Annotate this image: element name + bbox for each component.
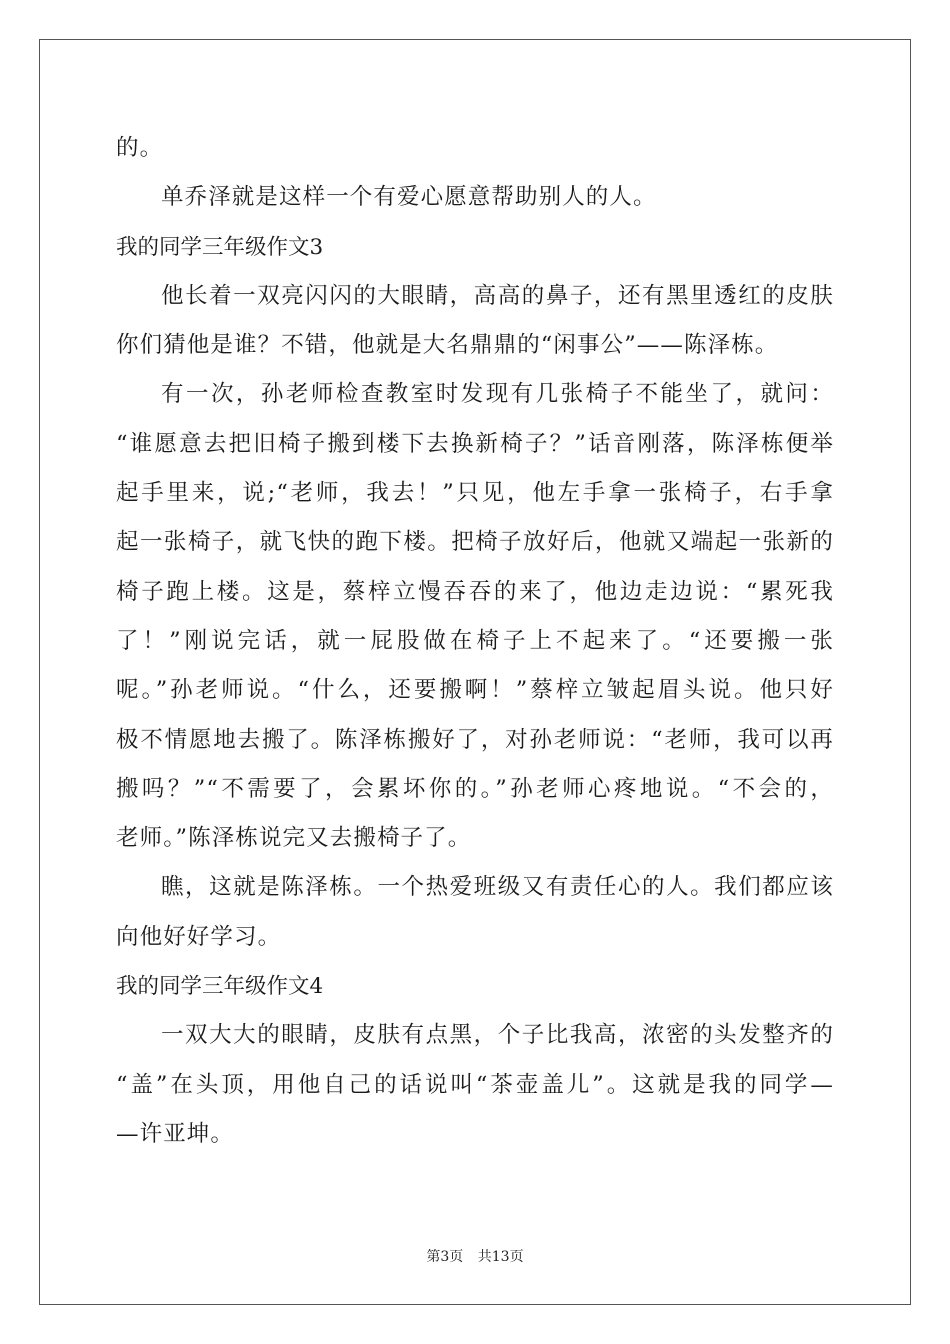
text-line: 老师。”陈泽栋说完又去搬椅子了。 <box>116 825 472 852</box>
section-heading: 我的同学三年级作文3 <box>116 234 324 260</box>
text-line: 搬吗？”“不需要了，会累坏你的。”孙老师心疼地说。“不会的， <box>116 775 834 802</box>
text-line: 极不情愿地去搬了。陈泽栋搬好了，对孙老师说：“老师，我可以再 <box>116 726 834 753</box>
text-line: 有一次，孙老师检查教室时发现有几张椅子不能坐了，就问： <box>161 381 834 408</box>
section-heading: 我的同学三年级作文4 <box>116 974 324 1000</box>
text-line: 椅子跑上楼。这是，蔡梓立慢吞吞的来了，他边走边说：“累死我 <box>116 578 834 605</box>
text-line: 一双大大的眼睛，皮肤有点黑，个子比我高，浓密的头发整齐的 <box>161 1022 834 1049</box>
text-line: 单乔泽就是这样一个有爱心愿意帮助别人的人。 <box>161 184 657 211</box>
text-line: 呢。”孙老师说。“什么，还要搬啊！”蔡梓立皱起眉头说。他只好 <box>116 677 834 704</box>
text-line: 了！”刚说完话，就一屁股做在椅子上不起来了。“还要搬一张 <box>116 627 834 654</box>
text-line: “盖”在头顶，用他自己的话说叫“茶壶盖儿”。这就是我的同学— <box>116 1071 834 1098</box>
text-line: “谁愿意去把旧椅子搬到楼下去换新椅子？”话音刚落，陈泽栋便举 <box>116 430 834 457</box>
text-line: 起手里来，说;“老师，我去！”只见，他左手拿一张椅子，右手拿 <box>116 480 834 507</box>
text-line: 的。 <box>116 135 164 161</box>
text-line: 瞧，这就是陈泽栋。一个热爱班级又有责任心的人。我们都应该 <box>161 874 834 901</box>
text-line: 他长着一双亮闪闪的大眼睛，高高的鼻子，还有黑里透红的皮肤 <box>161 282 834 309</box>
text-line: 你们猜他是谁？不错，他就是大名鼎鼎的“闲事公”——陈泽栋。 <box>116 332 779 359</box>
text-line: 向他好好学习。 <box>116 923 282 950</box>
text-line: 起一张椅子，就飞快的跑下楼。把椅子放好后，他就又端起一张新的 <box>116 529 834 556</box>
page-number: 第3页 <box>426 1249 464 1265</box>
text-line: —许亚坤。 <box>116 1120 235 1147</box>
page-total: 共13页 <box>477 1249 524 1265</box>
page-footer <box>0 1246 950 1266</box>
document-body <box>116 124 834 1159</box>
